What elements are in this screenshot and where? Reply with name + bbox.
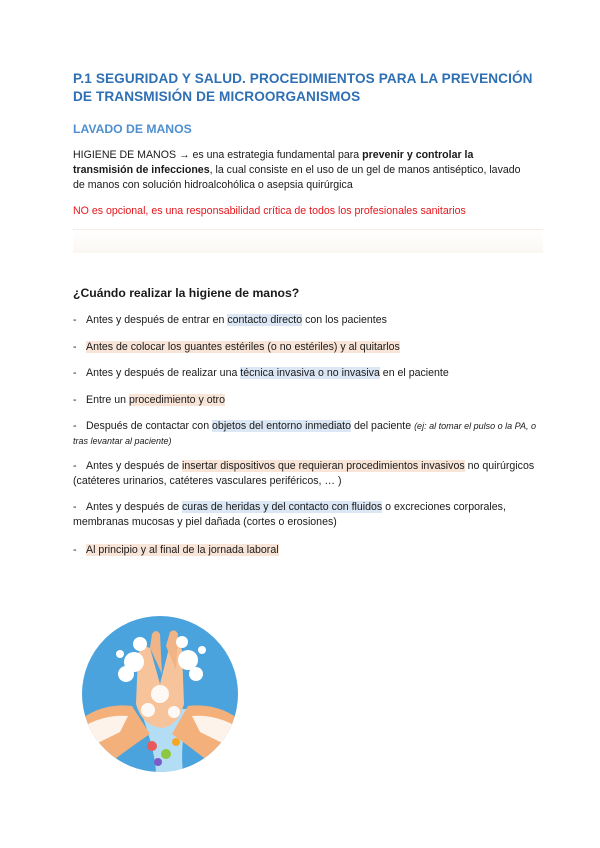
list-item: [73, 500, 543, 530]
item-text: Antes y después de: [86, 460, 182, 472]
list-item: [73, 340, 543, 355]
bullet-dash: -: [73, 314, 77, 326]
list-item: [73, 459, 543, 489]
list-item: [73, 313, 543, 328]
item-text: Antes y después de: [86, 501, 182, 513]
intro-text-2: , la cual consiste en el uso de un gel de manos antiséptico, lavado de manos con solución hidroalcohólica o asepsia quirúrgica: [73, 164, 521, 191]
intro-paragraph: [73, 148, 533, 193]
warning-text: NO es opcional, es una responsabilidad crítica de todos los profesionales sanitarios: [73, 205, 466, 217]
item-text: del paciente: [351, 420, 415, 432]
item-text: en el paciente: [379, 367, 449, 379]
list-item: [73, 419, 543, 449]
item-text: Antes y después de realizar una: [86, 367, 241, 379]
bullet-dash: -: [73, 367, 77, 379]
item-note: (ej: al tomar el pulso o la PA, o tras levantar al paciente): [73, 421, 536, 446]
item-text: Antes y después de entrar en: [86, 314, 228, 326]
item-text: no quirúrgicos (catéteres urinarios, catéteres vasculares periféricos, … ): [73, 460, 535, 487]
separator-band: [73, 229, 543, 253]
bullet-dash: -: [73, 394, 77, 406]
list-item: [73, 366, 543, 381]
bullet-dash: -: [73, 420, 77, 432]
page-title: P.1 SEGURIDAD Y SALUD. PROCEDIMIENTOS PARA LA PREVENCIÓN DE TRANSMISIÓN DE MICROORGANISMOS: [73, 71, 533, 104]
bullet-dash: -: [73, 501, 77, 513]
list-item: [73, 543, 543, 558]
intro-text-1: HIGIENE DE MANOS → es una estrategia fundamental para: [73, 149, 363, 161]
item-text: con los pacientes: [302, 314, 387, 326]
bullet-dash: -: [73, 544, 77, 556]
question-heading: ¿Cuándo realizar la higiene de manos?: [73, 286, 300, 300]
intro-bold-text: prevenir y controlar la transmisión de infecciones: [73, 149, 474, 176]
bullet-dash: -: [73, 460, 77, 472]
item-highlight: objetos del entorno inmediato: [212, 420, 352, 432]
list-item: [73, 393, 543, 408]
section-heading: LAVADO DE MANOS: [73, 122, 192, 136]
item-highlight: insertar dispositivos que requieran procedimientos invasivos: [182, 460, 465, 472]
handwashing-illustration-icon: [80, 614, 240, 774]
item-highlight: contacto directo: [227, 314, 303, 326]
item-highlight: curas de heridas y del contacto con fluidos: [182, 501, 383, 513]
item-highlight: Antes de colocar los guantes estériles (o no estériles) y al quitarlos: [86, 341, 400, 353]
item-highlight: Al principio y al final de la jornada laboral: [86, 544, 279, 556]
bullet-dash: -: [73, 341, 77, 353]
item-text: o excreciones corporales, membranas mucosas y piel dañada (cortes o erosiones): [73, 501, 506, 528]
item-text: Entre un: [86, 394, 129, 406]
item-highlight: técnica invasiva o no invasiva: [240, 367, 380, 379]
item-text: Después de contactar con: [86, 420, 213, 432]
item-highlight: procedimiento y otro: [129, 394, 225, 406]
